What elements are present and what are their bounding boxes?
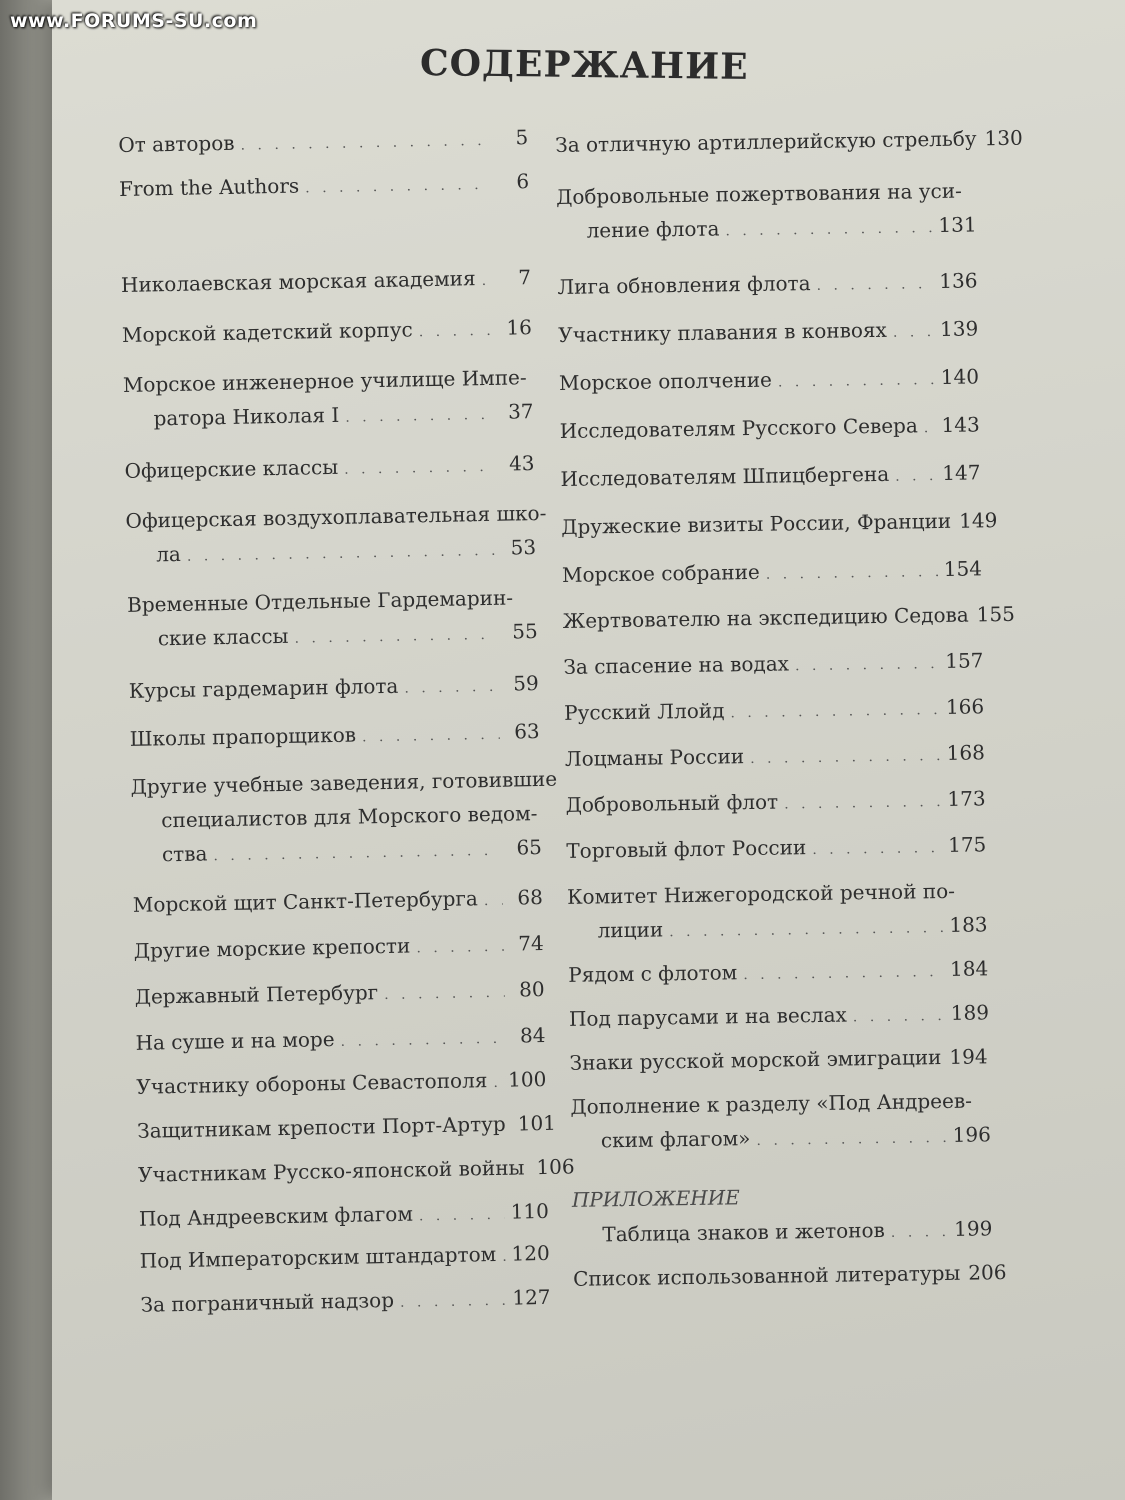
toc-entry: Морское инженерное училище Импе- ратора Николая I . . . 37	[123, 360, 534, 439]
toc-entry: Участнику обороны Севастополя . . . 100	[136, 1062, 547, 1107]
toc-entry: Морской щит Санкт-Петербурга . . . 68	[133, 880, 544, 925]
toc-entry: За пограничный надзор . . . 127	[140, 1280, 551, 1325]
toc-entry: Морское собрание . . . 154	[562, 551, 983, 595]
toc-entry: Под парусами и на веслах . . . 189	[569, 995, 990, 1039]
toc-entry: Лоцманы России . . . 168	[565, 735, 986, 779]
toc-entry: Добровольный флот . . . 173	[565, 781, 986, 825]
toc-entry: Под Императорским штандартом . . . 120	[139, 1236, 550, 1281]
toc-entry: Другие морские крепости . . . 74	[133, 926, 544, 971]
toc-entry: Курсы гардемарин флота . . . 59	[128, 666, 539, 711]
toc-entry: Офицерская воздухоплавательная шко- ла . . . 53	[125, 496, 536, 575]
toc-entry: Участнику плавания в конвоях . . . 139	[558, 311, 979, 355]
toc-entry: Николаевская морская академия . . . 7	[121, 260, 532, 305]
toc-entry: Дружеские визиты России, Франции 149	[561, 508, 998, 539]
toc-entry: Державный Петербург . . . 80	[134, 972, 545, 1017]
toc-entry: Морское ополчение . . . 140	[559, 359, 980, 403]
appendix-heading: ПРИЛОЖЕНИЕ	[571, 1185, 740, 1212]
book-spine-shadow	[0, 0, 52, 1500]
toc-entry: Исследователям Шпицбергена . . . 147	[560, 455, 981, 499]
toc-entry: Офицерские классы . . . 43	[124, 446, 535, 491]
toc-entry: Список использованной литературы 206	[572, 1260, 1007, 1291]
toc-entry: Таблица знаков и жетонов . . . 199	[572, 1211, 993, 1255]
toc-entry: Морской кадетский корпус . . . 16	[122, 310, 533, 355]
toc-entry: Знаки русской морской эмиграции 194	[569, 1044, 988, 1075]
site-watermark: www.FORUMS-SU.com	[10, 10, 258, 32]
toc-entry: Временные Отдельные Гардемарин- ские классы . . . 55	[127, 580, 538, 659]
toc-entry: Другие учебные заведения, готовившие специалистов для Морского ведом- ства . . . 65	[130, 762, 542, 875]
toc-entry: Дополнение к разделу «Под Андреев- ским флагом» . . . 196	[570, 1083, 991, 1161]
toc-entry: Исследователям Русского Севера . . . 143	[559, 407, 980, 451]
page-title: СОДЕРЖАНИЕ	[419, 41, 749, 89]
toc-entry: Рядом с флотом . . . 184	[568, 951, 989, 995]
toc-entry: Лига обновления флота . . . 136	[557, 263, 978, 307]
toc-entry: Защитникам крепости Порт-Артур . . . 101	[137, 1106, 548, 1151]
toc-entry: Под Андреевским флагом . . . 110	[139, 1194, 550, 1239]
toc-entry: Русский Ллойд . . . 166	[564, 689, 985, 733]
toc-entry: От авторов . . . 5	[118, 120, 529, 165]
toc-entry: Торговый флот России . . . 175	[566, 827, 987, 871]
toc-entry: За спасение на водах . . . 157	[563, 643, 984, 687]
toc-entry: Добровольные пожертвования на уси- ление флота . . . 131	[556, 173, 977, 251]
toc-entry: За отличную артиллерийскую стрельбу 130	[555, 125, 1023, 157]
toc-entry: Жертвователю на экспедицию Седова 155	[562, 601, 1016, 633]
toc-entry: На суше и на море . . . 84	[135, 1018, 546, 1063]
toc-entry: Участникам Русско-японской войны . . . 106	[138, 1150, 549, 1195]
toc-entry: From the Authors . . . 6	[119, 164, 530, 209]
toc-entry: Школы прапорщиков . . . 63	[129, 714, 540, 759]
toc-entry: Комитет Нижегородской речной по- лиции . . . 183	[567, 873, 988, 951]
